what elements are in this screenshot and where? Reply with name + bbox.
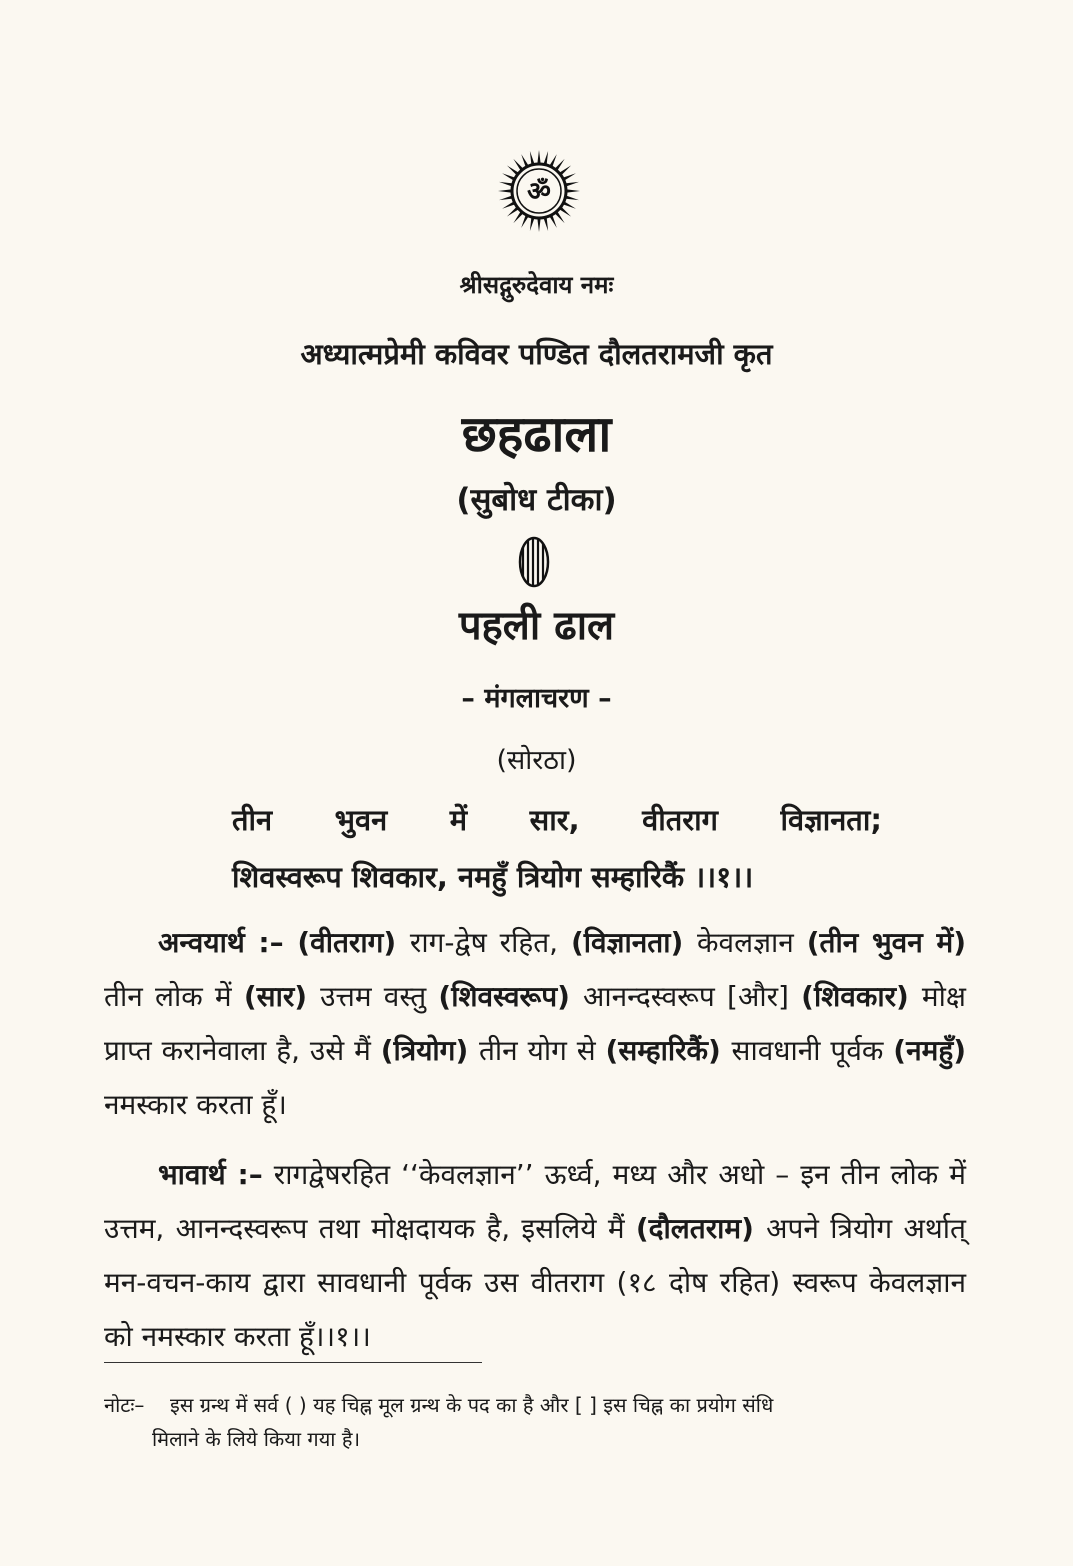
verse-word: भुवन (334, 803, 388, 837)
anvayartha-segment: सावधानी पूर्वक (731, 1034, 894, 1067)
footnote-divider (104, 1362, 482, 1363)
anvayartha-segment: (सम्हारिकैं) (605, 1034, 732, 1067)
anvayartha-segment: उत्तम वस्तु (320, 980, 439, 1013)
anvayartha-segment: (सार) (243, 980, 321, 1013)
book-title: छहढाला (461, 405, 612, 463)
book-subtitle: (सुबोध टीका) (456, 482, 617, 518)
anvayartha-segment: (शिवस्वरूप) (438, 980, 584, 1013)
verse-word: विज्ञानता; (780, 803, 882, 837)
footnote-label: नोटः– (104, 1393, 145, 1417)
verse-word: सार, (529, 803, 580, 837)
anvayartha-segment: आनन्दस्वरूप [और] (583, 980, 802, 1013)
anvayartha-segment: (तीन भुवन में) (806, 926, 966, 959)
anvayartha-segment: (नमहुँ) (893, 1034, 967, 1067)
anvayartha-segment: राग-द्वेष रहित, (409, 926, 571, 959)
anvayartha-segment: तीन योग से (478, 1034, 606, 1067)
invocation: श्रीसद्गुरुदेवाय नमः (459, 271, 614, 299)
anvayartha-segment: नमस्कार करता हूँ। (104, 1088, 287, 1121)
bhavartha-segment: (दौलतराम) (635, 1212, 767, 1245)
sun-ray (537, 150, 540, 164)
bhavartha-paragraph (104, 1148, 966, 1364)
om-sun-emblem-icon (496, 148, 582, 234)
anvayartha-segment: मोक्ष प्राप्त करानेवाला है, उसे मैं (104, 980, 966, 1067)
anvayartha-segment: (वीतराग) (283, 926, 410, 959)
verse-word: तीन (232, 803, 273, 837)
verse-word: में (449, 803, 468, 837)
striped-oval-ornament-icon (518, 536, 550, 588)
verse-line-1 (232, 800, 882, 839)
anvayartha-segment: (त्रियोग) (380, 1034, 479, 1067)
anvayartha-label: अन्वयार्थ :– (158, 926, 284, 959)
sun-ray (537, 218, 540, 232)
footnote-line-2: मिलाने के लिये किया गया है। (152, 1427, 361, 1451)
sun-ray (566, 189, 580, 192)
anvayartha-segment: (शिवकार) (801, 980, 922, 1013)
verse-line-2: शिवस्वरूप शिवकार, नमहुँ त्रियोग सम्हारिकैं ।।१।। (232, 860, 754, 894)
chapter-title: पहली ढाल (458, 603, 615, 649)
anvayartha-segment: तीन लोक में (104, 980, 244, 1013)
meter-label: (सोरठा) (496, 745, 577, 776)
footnote-line-1: इस ग्रन्थ में सर्व ( ) यह चिह्न मूल ग्रन्थ के पद का है और [ ] इस चिह्न का प्रयोग संधि (170, 1393, 774, 1417)
verse-word: वीतराग (642, 803, 718, 837)
bhavartha-segment: रागद्वेषरहित ‘‘केवलज्ञान’’ ऊर्ध्व, मध्य और अधो – इन तीन लोक में उत्तम, आनन्दस्वरूप तथा मोक्षदायक है, इसलिये मैं (104, 1158, 967, 1245)
footnote (104, 1388, 966, 1456)
anvayartha-segment: केवलज्ञान (697, 926, 807, 959)
anvayartha-paragraph (104, 916, 966, 1132)
om-symbol: ॐ (527, 177, 551, 207)
sun-ray (498, 189, 512, 192)
bhavartha-label: भावार्थ :– (158, 1158, 263, 1191)
author-line: अध्यात्मप्रेमी कविवर पण्डित दौलतरामजी कृत (300, 337, 773, 371)
section-title: – मंगलाचरण – (461, 683, 612, 714)
anvayartha-segment: (विज्ञानता) (570, 926, 698, 959)
bhavartha-segment: अपने त्रियोग अर्थात् मन-वचन-काय द्वारा सावधानी पूर्वक उस वीतराग (१८ दोष रहित) स्वरूप केवलज्ञान को नमस्कार करता हूँ।।१।। (104, 1212, 966, 1353)
